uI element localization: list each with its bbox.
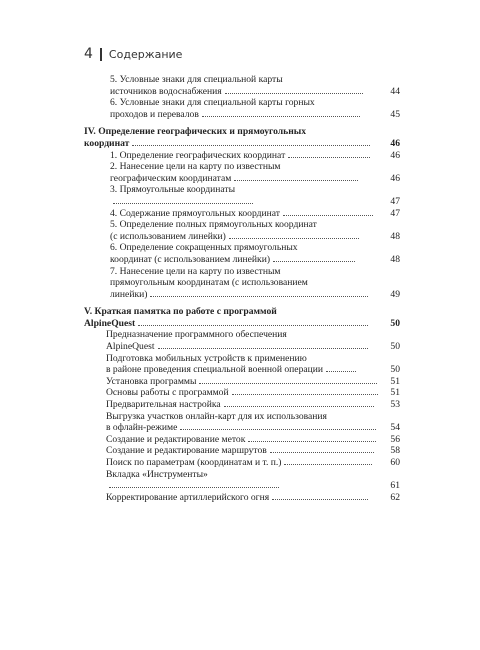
dot-leader <box>202 115 360 117</box>
toc-entry[interactable] <box>84 184 400 207</box>
toc-page-number: 50 <box>390 317 400 329</box>
toc-entry[interactable] <box>84 353 400 376</box>
toc-entry[interactable] <box>84 161 400 184</box>
toc-entry-title: (с использованием линейки) <box>110 230 226 242</box>
toc-page-number: 53 <box>390 399 400 411</box>
toc-entry[interactable] <box>84 242 400 265</box>
toc-section[interactable] <box>84 306 400 329</box>
toc-entry-line: прямоугольным координатам (с использованием <box>110 277 308 289</box>
toc-page-number: 48 <box>390 230 400 242</box>
table-of-contents <box>84 74 400 503</box>
dot-leader <box>232 393 378 395</box>
toc-entry[interactable] <box>84 208 400 220</box>
toc-page-number: 54 <box>390 422 400 434</box>
toc-entry-title: Поиск по параметрам (координатам и т. п.) <box>106 457 282 468</box>
toc-entry[interactable] <box>84 74 400 97</box>
dot-leader <box>284 463 372 465</box>
toc-entry-title: 1. Определение географических координат <box>110 149 286 161</box>
toc-entry-title: 4. Содержание прямоугольных координат <box>110 207 280 219</box>
toc-page-number: 44 <box>390 85 400 97</box>
toc-entry-title: линейки) <box>110 288 148 300</box>
toc-entry-line: Подготовка мобильных устройств к применению <box>106 352 307 364</box>
dot-leader <box>150 295 368 297</box>
dot-leader <box>225 92 363 94</box>
toc-page-number: 46 <box>390 149 400 161</box>
dot-leader <box>138 324 368 326</box>
toc-page-number: 47 <box>390 207 400 219</box>
toc-entry-title: 3. Прямоугольные координаты <box>110 184 236 196</box>
toc-entry[interactable] <box>84 329 400 352</box>
toc-entry-line: IV. Определение географических и прямоугольных <box>84 126 307 138</box>
toc-entry[interactable] <box>84 376 400 388</box>
toc-entry[interactable] <box>84 387 400 399</box>
toc-section[interactable] <box>84 126 400 149</box>
dot-leader <box>283 214 373 216</box>
toc-entry-title: Создание и редактирование меток <box>106 433 246 445</box>
section-title: Содержание <box>108 47 183 61</box>
toc-entry-line: Выгрузка участков онлайн-карт для их использования <box>106 410 327 422</box>
toc-entry[interactable] <box>84 411 400 434</box>
toc-entry-title: Установка программы <box>106 375 197 387</box>
toc-entry[interactable] <box>84 469 400 492</box>
toc-entry-title: AlpineQuest <box>84 317 136 329</box>
toc-entry[interactable] <box>84 492 400 504</box>
toc-entry-title: координат <box>84 137 130 149</box>
toc-entry-title: географическим координатам <box>110 172 232 184</box>
toc-page-number: 47 <box>390 195 400 207</box>
toc-entry-line: 6. Определение сокращенных прямоугольных <box>110 242 298 254</box>
toc-page-number: 56 <box>390 433 400 445</box>
running-head <box>84 46 182 62</box>
toc-page-number: 61 <box>390 480 400 492</box>
dot-leader <box>113 202 253 204</box>
toc-entry[interactable] <box>84 399 400 411</box>
toc-entry-title: Основы работы с программой <box>106 387 229 399</box>
toc-page-number: 51 <box>390 375 400 387</box>
toc-page-number: 62 <box>390 491 400 503</box>
toc-entry-title: в офлайн-режиме <box>106 422 178 434</box>
page-number: 4 <box>84 46 93 62</box>
dot-leader <box>273 260 355 262</box>
toc-entry-line: V. Краткая памятка по работе с программой <box>84 306 277 318</box>
toc-entry-line: 2. Нанесение цели на карту по известным <box>110 161 281 173</box>
dot-leader <box>224 405 374 407</box>
dot-leader <box>288 156 370 158</box>
toc-entry[interactable] <box>84 150 400 162</box>
toc-page-number: 48 <box>390 253 400 265</box>
toc-page-number: 50 <box>390 341 400 353</box>
dot-leader <box>158 347 368 349</box>
dot-leader <box>132 144 370 146</box>
toc-entry-title: Корректирование артиллерийского огня <box>106 491 270 503</box>
dot-leader <box>199 382 377 384</box>
toc-entry[interactable] <box>84 434 400 446</box>
toc-entry[interactable] <box>84 266 400 301</box>
toc-page-number: 50 <box>390 364 400 376</box>
toc-page-number: 46 <box>390 172 400 184</box>
toc-page-number: 49 <box>390 288 400 300</box>
toc-entry-line: 6. Условные знаки для специальной карты горных <box>110 97 315 109</box>
dot-leader <box>109 486 279 488</box>
dot-leader <box>248 440 376 442</box>
dot-leader <box>234 179 358 181</box>
header-divider <box>100 48 102 61</box>
toc-entry-title: Создание и редактирование маршрутов <box>106 445 267 457</box>
toc-entry[interactable] <box>84 445 400 457</box>
toc-entry-title: Предварительная настройка <box>106 399 221 411</box>
toc-entry-line: 5. Определение полных прямоугольных координат <box>110 219 317 231</box>
toc-page-number: 58 <box>390 445 400 457</box>
toc-entry[interactable] <box>84 97 400 120</box>
toc-page-number: 60 <box>390 457 400 468</box>
dot-leader <box>326 370 356 372</box>
dot-leader <box>180 428 376 430</box>
toc-entry-title: Вкладка «Инструменты» <box>106 468 208 480</box>
toc-entry[interactable] <box>84 219 400 242</box>
toc-page-number: 51 <box>390 387 400 399</box>
toc-entry-title: AlpineQuest <box>106 341 155 353</box>
toc-page-number: 45 <box>390 108 400 120</box>
toc-entry-title: источников водоснабжения <box>110 85 222 97</box>
toc-entry-title: координат (с использованием линейки) <box>110 253 271 265</box>
toc-entry-title: в районе проведения специальной военной операции <box>106 364 324 376</box>
toc-entry-line: Предназначение программного обеспечения <box>106 329 287 341</box>
dot-leader <box>270 451 374 453</box>
toc-entry[interactable] <box>84 457 400 469</box>
dot-leader <box>229 237 359 239</box>
toc-entry-line: 5. Условные знаки для специальной карты <box>110 74 283 85</box>
toc-entry-line: 7. Нанесение цели на карту по известным <box>110 265 281 277</box>
toc-entry-title: проходов и перевалов <box>110 108 199 120</box>
dot-leader <box>272 498 368 500</box>
toc-page-number: 46 <box>390 137 400 149</box>
